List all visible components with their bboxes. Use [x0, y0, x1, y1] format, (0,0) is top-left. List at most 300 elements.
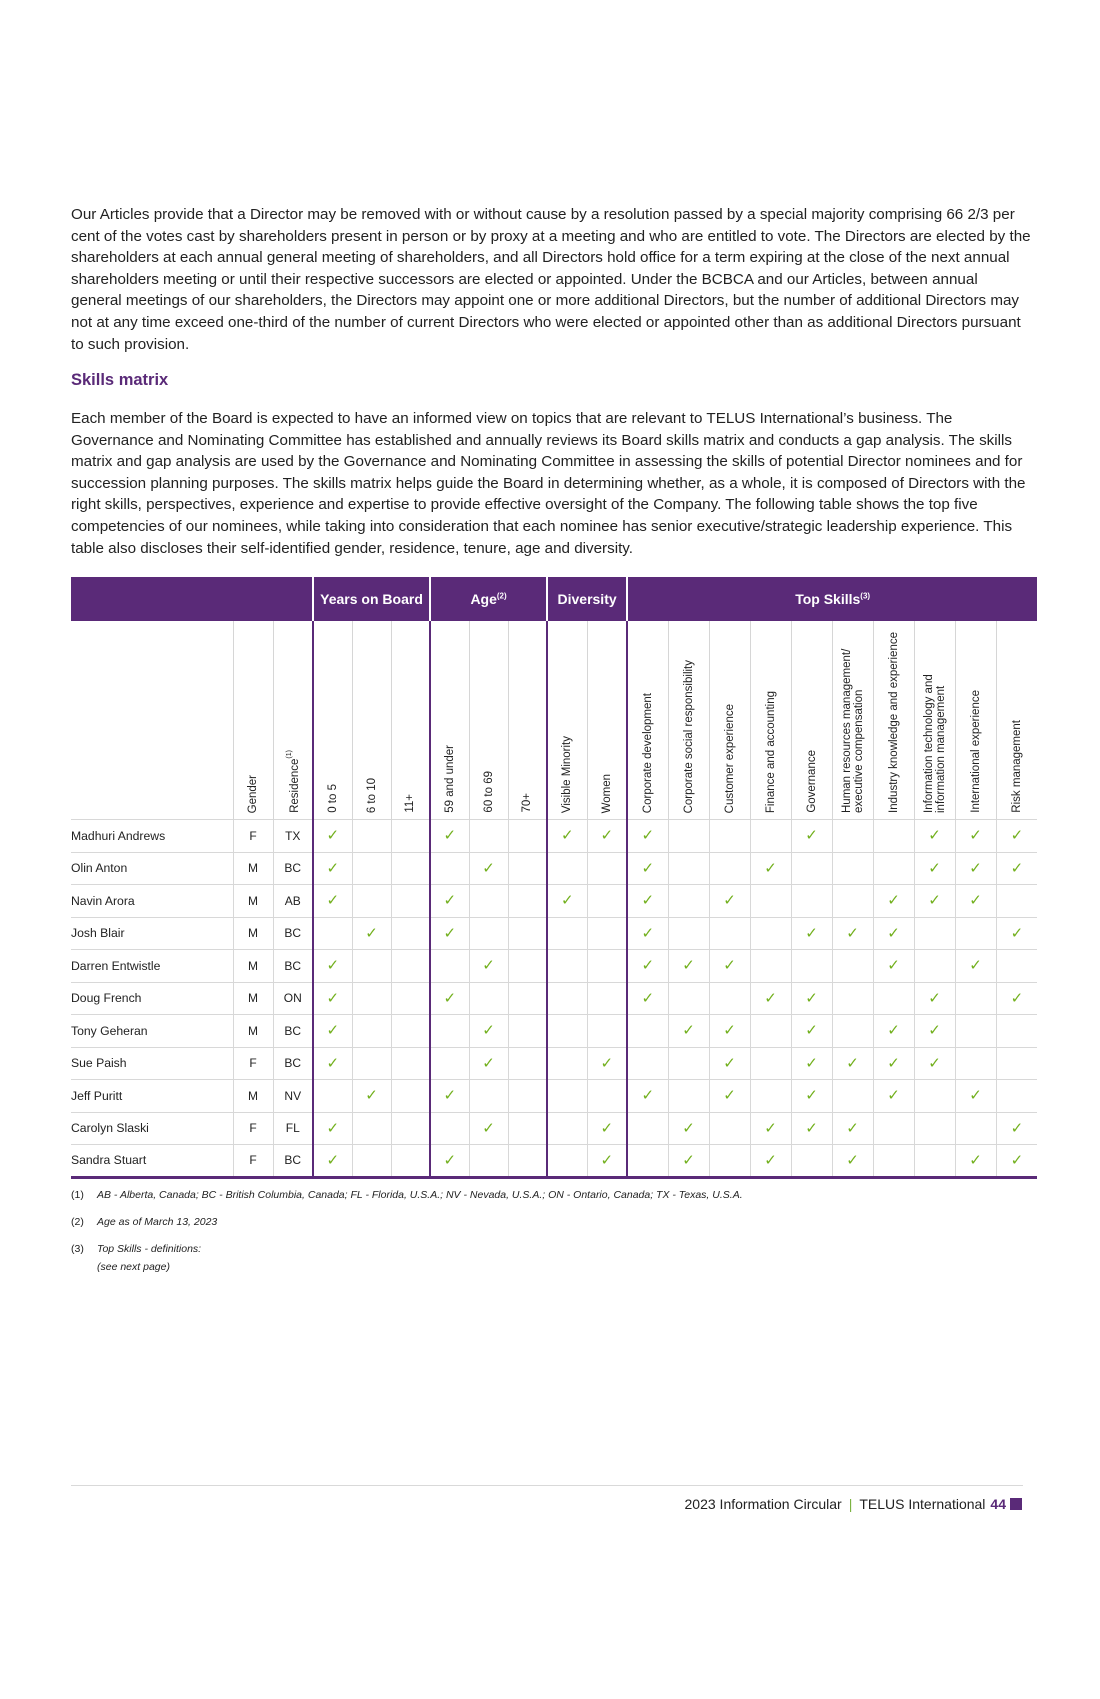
matrix-cell [352, 1015, 391, 1048]
matrix-cell [352, 982, 391, 1015]
matrix-cell [668, 820, 709, 853]
matrix-cell [750, 820, 791, 853]
checkmark-icon: ✓ [443, 827, 457, 845]
table-row [71, 1112, 1037, 1145]
matrix-cell [508, 982, 547, 1015]
gender-cell: F [233, 820, 273, 853]
column-header-years: 11+ [391, 621, 430, 820]
checkmark-icon: ✓ [805, 1087, 818, 1105]
matrix-cell [914, 950, 955, 983]
matrix-cell [873, 1112, 914, 1145]
matrix-cell [627, 1080, 668, 1113]
matrix-cell [832, 1047, 873, 1080]
table-row [71, 1015, 1037, 1048]
column-header-skill: Industry knowledge and experience [873, 621, 914, 820]
page-footer [685, 1496, 1022, 1512]
matrix-cell [832, 917, 873, 950]
checkmark-icon: ✓ [326, 892, 340, 910]
matrix-cell [914, 1080, 955, 1113]
checkmark-icon: ✓ [326, 1054, 340, 1072]
checkmark-icon: ✓ [682, 1151, 695, 1169]
checkmark-icon: ✓ [928, 892, 941, 910]
gender-cell: M [233, 1015, 273, 1048]
checkmark-icon: ✓ [365, 1087, 378, 1105]
footnote-2: (2) Age as of March 13, 2023 [71, 1216, 218, 1228]
matrix-cell [508, 1145, 547, 1178]
matrix-cell [587, 950, 627, 983]
column-header-gender: Gender [233, 621, 273, 820]
checkmark-icon: ✓ [723, 1054, 736, 1072]
matrix-cell [587, 885, 627, 918]
group-diversity: Diversity [547, 577, 627, 621]
checkmark-icon: ✓ [928, 989, 941, 1007]
matrix-cell [547, 1112, 587, 1145]
matrix-cell [508, 1080, 547, 1113]
matrix-cell [313, 1080, 352, 1113]
matrix-cell [547, 982, 587, 1015]
matrix-cell [508, 950, 547, 983]
skills-matrix-table [71, 577, 1037, 1179]
checkmark-icon: ✓ [682, 957, 695, 975]
checkmark-icon: ✓ [887, 957, 900, 975]
checkmark-icon: ✓ [600, 1119, 614, 1137]
matrix-cell [668, 950, 709, 983]
table-row [71, 917, 1037, 950]
matrix-cell [430, 1047, 469, 1080]
group-years-on-board: Years on Board [313, 577, 430, 621]
checkmark-icon: ✓ [764, 859, 777, 877]
matrix-cell [709, 1080, 750, 1113]
checkmark-icon: ✓ [969, 892, 982, 910]
checkmark-icon: ✓ [928, 827, 941, 845]
matrix-cell [587, 1112, 627, 1145]
checkmark-icon: ✓ [1010, 859, 1024, 877]
matrix-cell [587, 852, 627, 885]
matrix-cell [430, 1112, 469, 1145]
director-name: Tony Geheran [71, 1015, 233, 1048]
footer-company: TELUS International [859, 1496, 986, 1512]
matrix-cell [508, 917, 547, 950]
matrix-cell [508, 852, 547, 885]
checkmark-icon: ✓ [887, 892, 900, 910]
gender-cell: M [233, 1080, 273, 1113]
checkmark-icon: ✓ [641, 827, 655, 845]
group-header-blank [71, 577, 313, 621]
checkmark-icon: ✓ [887, 1022, 900, 1040]
matrix-cell [313, 1112, 352, 1145]
checkmark-icon: ✓ [805, 1022, 818, 1040]
matrix-cell [873, 1015, 914, 1048]
matrix-cell [832, 982, 873, 1015]
matrix-cell [750, 1015, 791, 1048]
table-row [71, 950, 1037, 983]
matrix-cell [791, 917, 832, 950]
checkmark-icon: ✓ [805, 989, 818, 1007]
matrix-cell [668, 1080, 709, 1113]
group-top-skills: Top Skills$^{(3)}$ [627, 577, 1037, 621]
matrix-cell [313, 1145, 352, 1178]
checkmark-icon: ✓ [1010, 924, 1024, 942]
matrix-cell [996, 852, 1037, 885]
group-header-row [71, 577, 1037, 621]
matrix-cell [709, 1112, 750, 1145]
matrix-cell [508, 1112, 547, 1145]
matrix-cell [832, 1112, 873, 1145]
matrix-cell [668, 1047, 709, 1080]
checkmark-icon: ✓ [443, 989, 457, 1007]
matrix-cell [313, 885, 352, 918]
checkmark-icon: ✓ [443, 1087, 457, 1105]
matrix-cell [469, 820, 508, 853]
gender-cell: M [233, 917, 273, 950]
residence-cell: BC [273, 1015, 313, 1048]
matrix-cell [508, 1047, 547, 1080]
checkmark-icon: ✓ [846, 1119, 859, 1137]
matrix-cell [430, 917, 469, 950]
matrix-cell [352, 1112, 391, 1145]
table-body [71, 820, 1037, 1178]
matrix-cell [873, 950, 914, 983]
matrix-cell [469, 982, 508, 1015]
matrix-cell [914, 982, 955, 1015]
matrix-cell [627, 1047, 668, 1080]
footnote-3-continuation: (see next page) [97, 1261, 170, 1273]
matrix-cell [955, 950, 996, 983]
column-header-name [71, 621, 233, 820]
checkmark-icon: ✓ [1010, 827, 1024, 845]
matrix-cell [587, 982, 627, 1015]
checkmark-icon: ✓ [846, 924, 859, 942]
matrix-cell [709, 1015, 750, 1048]
matrix-cell [709, 1047, 750, 1080]
footnote-3: (3) Top Skills - definitions: [71, 1243, 202, 1255]
matrix-cell [832, 820, 873, 853]
checkmark-icon: ✓ [482, 859, 495, 877]
matrix-cell [955, 885, 996, 918]
gender-cell: M [233, 982, 273, 1015]
matrix-cell [313, 820, 352, 853]
matrix-cell [391, 982, 430, 1015]
matrix-cell [996, 982, 1037, 1015]
matrix-cell [352, 950, 391, 983]
residence-cell: BC [273, 852, 313, 885]
matrix-cell [955, 982, 996, 1015]
matrix-cell [750, 982, 791, 1015]
checkmark-icon: ✓ [600, 1054, 614, 1072]
checkmark-icon: ✓ [723, 957, 736, 975]
section-heading: Skills matrix [71, 371, 169, 389]
matrix-cell [508, 885, 547, 918]
checkmark-icon: ✓ [764, 1151, 777, 1169]
matrix-cell [873, 852, 914, 885]
column-header-skill: Information technology and information management [914, 621, 955, 820]
matrix-cell [508, 820, 547, 853]
matrix-cell [352, 852, 391, 885]
matrix-cell [996, 885, 1037, 918]
matrix-cell [313, 1015, 352, 1048]
checkmark-icon: ✓ [723, 892, 736, 910]
matrix-cell [430, 852, 469, 885]
matrix-cell [791, 1112, 832, 1145]
matrix-cell [547, 1145, 587, 1178]
matrix-cell [996, 820, 1037, 853]
matrix-cell [627, 1112, 668, 1145]
matrix-cell [791, 1145, 832, 1178]
residence-cell: AB [273, 885, 313, 918]
column-header-skill: Finance and accounting [750, 621, 791, 820]
column-header-age: 60 to 69 [469, 621, 508, 820]
checkmark-icon: ✓ [969, 1151, 982, 1169]
matrix-cell [469, 1112, 508, 1145]
checkmark-icon: ✓ [482, 1054, 495, 1072]
column-header-years: 6 to 10 [352, 621, 391, 820]
column-header-residence: Residence$^{(1)}$ [273, 621, 313, 820]
column-header-years: 0 to 5 [313, 621, 352, 820]
matrix-cell [391, 1145, 430, 1178]
checkmark-icon: ✓ [682, 1022, 695, 1040]
checkmark-icon: ✓ [723, 1087, 736, 1105]
matrix-cell [832, 1145, 873, 1178]
matrix-cell [469, 1047, 508, 1080]
gender-cell: M [233, 885, 273, 918]
column-header-skill: Corporate social responsibility [668, 621, 709, 820]
checkmark-icon: ✓ [641, 1087, 655, 1105]
matrix-cell [391, 1080, 430, 1113]
matrix-cell [547, 1015, 587, 1048]
matrix-cell [391, 950, 430, 983]
matrix-cell [709, 917, 750, 950]
matrix-cell [668, 917, 709, 950]
residence-cell: BC [273, 1047, 313, 1080]
matrix-cell [791, 1047, 832, 1080]
checkmark-icon: ✓ [365, 924, 378, 942]
checkmark-icon: ✓ [326, 1151, 340, 1169]
matrix-cell [430, 820, 469, 853]
matrix-cell [391, 917, 430, 950]
column-header-skill: International experience [955, 621, 996, 820]
column-header-age: 59 and under [430, 621, 469, 820]
residence-cell: BC [273, 950, 313, 983]
checkmark-icon: ✓ [928, 1022, 941, 1040]
matrix-cell [547, 885, 587, 918]
checkmark-icon: ✓ [326, 957, 340, 975]
column-header-skill: Human resources management/ executive compensation [832, 621, 873, 820]
matrix-cell [547, 820, 587, 853]
table-row [71, 852, 1037, 885]
matrix-cell [750, 885, 791, 918]
checkmark-icon: ✓ [561, 827, 574, 845]
table-row [71, 885, 1037, 918]
matrix-cell [750, 950, 791, 983]
matrix-cell [547, 1047, 587, 1080]
matrix-cell [791, 1080, 832, 1113]
footer-square-mark [1010, 1498, 1022, 1510]
matrix-cell [709, 950, 750, 983]
matrix-cell [469, 1015, 508, 1048]
column-header-skill: Customer experience [709, 621, 750, 820]
matrix-cell [430, 950, 469, 983]
checkmark-icon: ✓ [805, 1119, 818, 1137]
checkmark-icon: ✓ [969, 827, 982, 845]
matrix-cell [627, 885, 668, 918]
matrix-cell [469, 1145, 508, 1178]
gender-cell: M [233, 950, 273, 983]
checkmark-icon: ✓ [326, 827, 340, 845]
matrix-cell [627, 820, 668, 853]
checkmark-icon: ✓ [723, 1022, 736, 1040]
checkmark-icon: ✓ [600, 827, 614, 845]
director-name: Josh Blair [71, 917, 233, 950]
checkmark-icon: ✓ [1010, 1151, 1024, 1169]
matrix-cell [587, 1145, 627, 1178]
matrix-cell [352, 820, 391, 853]
matrix-cell [627, 1015, 668, 1048]
matrix-cell [709, 852, 750, 885]
column-header-skill: Risk management [996, 621, 1037, 820]
director-name: Carolyn Slaski [71, 1112, 233, 1145]
matrix-cell [955, 1080, 996, 1113]
matrix-cell [668, 1145, 709, 1178]
director-name: Madhuri Andrews [71, 820, 233, 853]
matrix-cell [873, 1145, 914, 1178]
matrix-cell [391, 820, 430, 853]
matrix-cell [587, 820, 627, 853]
matrix-cell [391, 1112, 430, 1145]
column-header-skill: Corporate development [627, 621, 668, 820]
matrix-cell [750, 1047, 791, 1080]
matrix-cell [627, 917, 668, 950]
matrix-cell [791, 820, 832, 853]
page-number: 44 [990, 1496, 1006, 1512]
matrix-cell [996, 1047, 1037, 1080]
footnote-1: (1) AB - Alberta, Canada; BC - British Columbia, Canada; FL - Florida, U.S.A.; NV - Nevada, U.S.A.; ON - Ontario, Canada; TX - Texas, U.S.A. [71, 1189, 743, 1201]
matrix-cell [709, 1145, 750, 1178]
checkmark-icon: ✓ [846, 1054, 859, 1072]
matrix-cell [668, 982, 709, 1015]
checkmark-icon: ✓ [805, 924, 818, 942]
matrix-cell [914, 1145, 955, 1178]
matrix-cell [750, 1080, 791, 1113]
matrix-cell [391, 885, 430, 918]
matrix-cell [996, 1145, 1037, 1178]
checkmark-icon: ✓ [805, 1054, 818, 1072]
matrix-cell [996, 950, 1037, 983]
matrix-cell [587, 1047, 627, 1080]
skills-paragraph: Each member of the Board is expected to have an informed view on topics that are relevant to TELUS International’s business. The Governance and Nominating Committee has established and annually reviews its Board skills matrix and conducts a gap analysis. The skills matrix and gap analysis are used by the Governance and Nominating Committee in assessing the skills of potential Director nominees and for succession planning purposes. The skills matrix helps guide the Board in determining whether, as a whole, it is composed of Directors with the right skills, perspectives, experience and expertise to provide effective oversight of the Company. The following table shows the top five competencies of our nominees, while taking into consideration that each nominee has senior executive/strategic leadership experience. This table also discloses their self-identified gender, residence, tenure, age and diversity. [71, 410, 1026, 557]
matrix-cell [668, 1015, 709, 1048]
checkmark-icon: ✓ [1010, 989, 1024, 1007]
matrix-cell [914, 1015, 955, 1048]
matrix-cell [791, 852, 832, 885]
checkmark-icon: ✓ [443, 924, 457, 942]
matrix-cell [832, 1015, 873, 1048]
director-name: Darren Entwistle [71, 950, 233, 983]
footer-document-title: 2023 Information Circular [684, 1496, 842, 1512]
checkmark-icon: ✓ [641, 957, 655, 975]
matrix-cell [547, 950, 587, 983]
matrix-cell [391, 1015, 430, 1048]
matrix-cell [587, 1080, 627, 1113]
matrix-cell [914, 1112, 955, 1145]
matrix-cell [627, 950, 668, 983]
director-name: Olin Anton [71, 852, 233, 885]
matrix-cell [791, 1015, 832, 1048]
matrix-cell [313, 982, 352, 1015]
director-name: Navin Arora [71, 885, 233, 918]
matrix-cell [709, 982, 750, 1015]
checkmark-icon: ✓ [969, 957, 982, 975]
matrix-cell [627, 1145, 668, 1178]
matrix-cell [750, 917, 791, 950]
checkmark-icon: ✓ [641, 892, 655, 910]
residence-cell: BC [273, 917, 313, 950]
matrix-cell [832, 885, 873, 918]
matrix-cell [832, 1080, 873, 1113]
matrix-cell [832, 950, 873, 983]
matrix-cell [873, 1047, 914, 1080]
matrix-cell [430, 1015, 469, 1048]
checkmark-icon: ✓ [682, 1119, 695, 1137]
matrix-cell [996, 1080, 1037, 1113]
director-name: Sue Paish [71, 1047, 233, 1080]
checkmark-icon: ✓ [641, 859, 655, 877]
matrix-cell [587, 917, 627, 950]
checkmark-icon: ✓ [482, 957, 495, 975]
checkmark-icon: ✓ [969, 1087, 982, 1105]
matrix-cell [352, 1145, 391, 1178]
group-age: Age$^{(2)}$ [430, 577, 547, 621]
matrix-cell [547, 1080, 587, 1113]
matrix-cell [352, 1047, 391, 1080]
director-name: Jeff Puritt [71, 1080, 233, 1113]
matrix-cell [914, 885, 955, 918]
checkmark-icon: ✓ [805, 827, 818, 845]
matrix-cell [750, 1112, 791, 1145]
checkmark-icon: ✓ [443, 892, 457, 910]
matrix-cell [547, 917, 587, 950]
matrix-cell [873, 820, 914, 853]
checkmark-icon: ✓ [764, 1119, 777, 1137]
matrix-cell [750, 852, 791, 885]
checkmark-icon: ✓ [443, 1151, 457, 1169]
checkmark-icon: ✓ [887, 924, 900, 942]
matrix-cell [996, 917, 1037, 950]
checkmark-icon: ✓ [482, 1119, 495, 1137]
gender-cell: F [233, 1047, 273, 1080]
checkmark-icon: ✓ [928, 859, 941, 877]
checkmark-icon: ✓ [641, 924, 655, 942]
column-header-row [71, 621, 1037, 820]
checkmark-icon: ✓ [969, 859, 982, 877]
matrix-cell [391, 852, 430, 885]
residence-cell: ON [273, 982, 313, 1015]
matrix-cell [791, 950, 832, 983]
matrix-cell [914, 917, 955, 950]
intro-paragraph: Our Articles provide that a Director may be removed with or without cause by a resolution passed by a special majority comprising 66 2/3 per cent of the votes cast by shareholders present in person or by proxy at a meeting and who are entitled to vote. The Directors are elected by the shareholders at each annual general meeting of shareholders, and all Directors hold office for a term expiring at the close of the next annual shareholders meeting or until their respective successors are elected or appointed. Under the BCBCA and our Articles, between annual general meetings of our shareholders, the Directors may appoint one or more additional Directors, but the number of additional Directors may not at any time exceed one-third of the number of current Directors who were elected or appointed other than as additional Directors pursuant to such provision. [71, 206, 1031, 353]
checkmark-icon: ✓ [326, 1022, 340, 1040]
director-name: Sandra Stuart [71, 1145, 233, 1178]
matrix-cell [832, 852, 873, 885]
checkmark-icon: ✓ [326, 1119, 340, 1137]
matrix-cell [955, 1015, 996, 1048]
checkmark-icon: ✓ [326, 989, 340, 1007]
table-row [71, 1080, 1037, 1113]
matrix-cell [469, 885, 508, 918]
checkmark-icon: ✓ [600, 1151, 614, 1169]
matrix-cell [873, 1080, 914, 1113]
matrix-cell [996, 1112, 1037, 1145]
matrix-cell [627, 982, 668, 1015]
